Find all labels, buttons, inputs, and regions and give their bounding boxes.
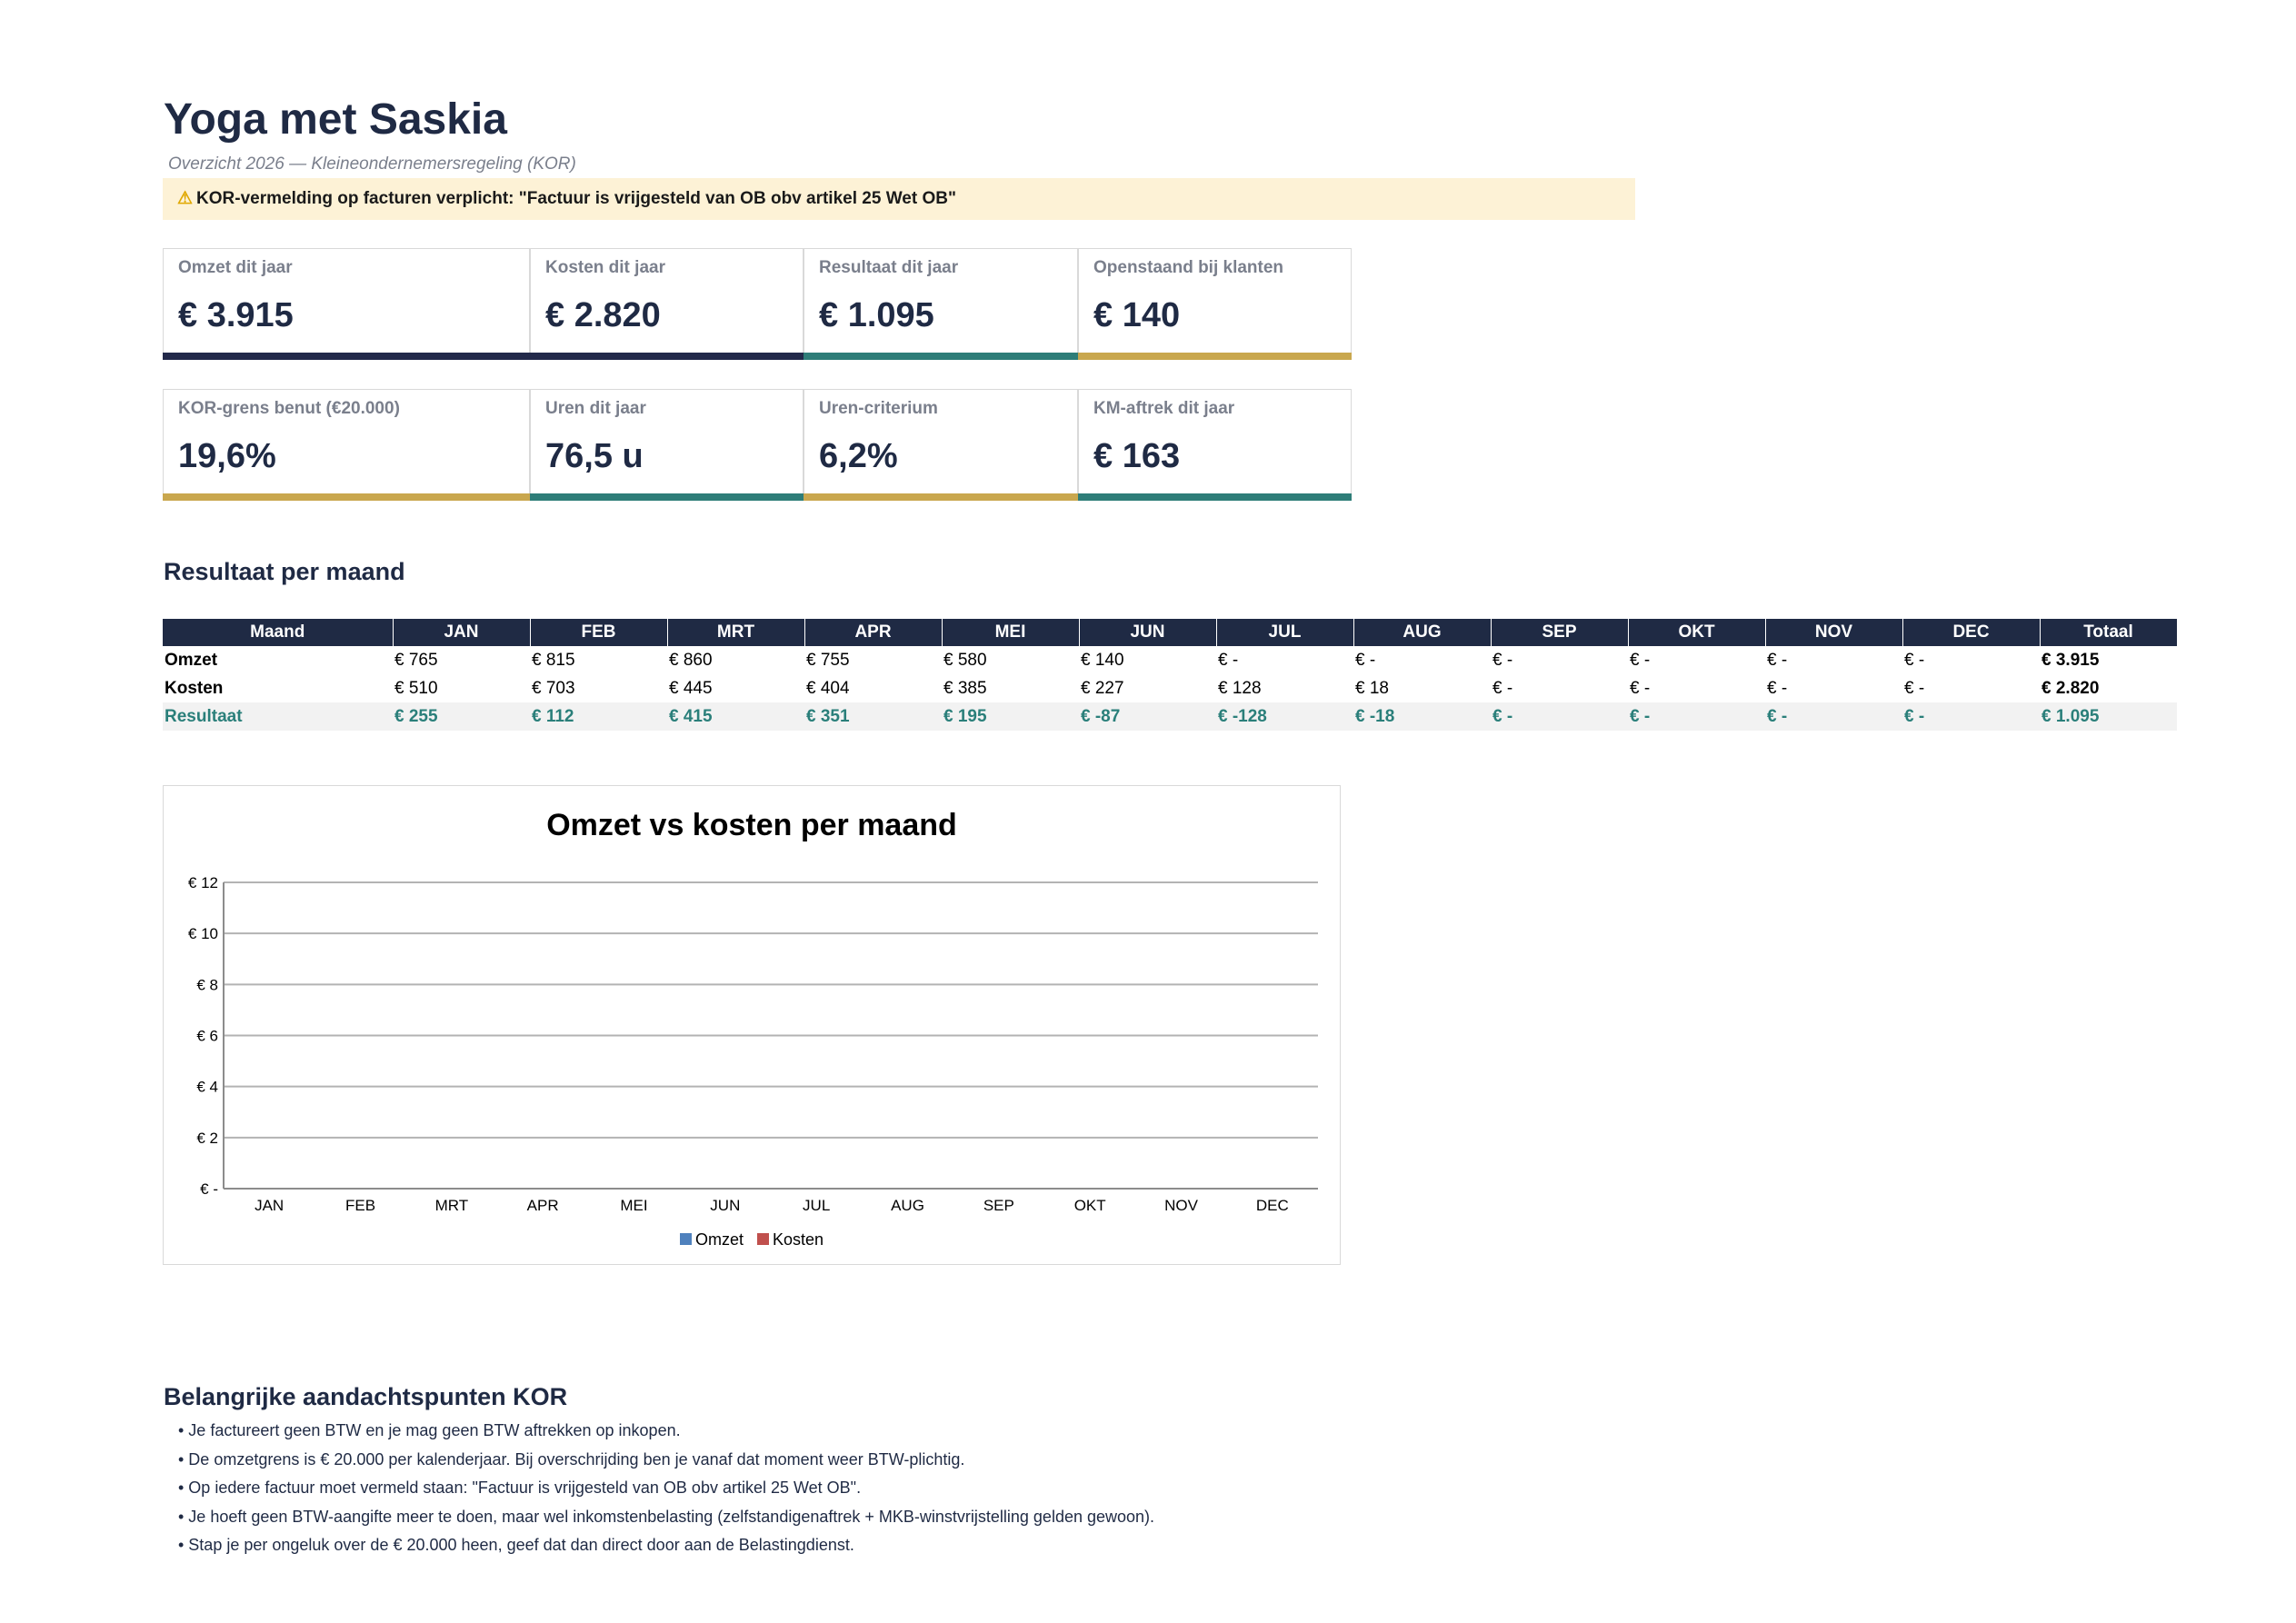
kpi-value: € 140: [1093, 296, 1181, 334]
kpi-card-omzet: [163, 248, 530, 360]
list-item: • De omzetgrens is € 20.000 per kalenderjaar. Bij overschrijding ben je vanaf dat moment weer BTW-plichtig.: [178, 1449, 965, 1469]
table-cell: € 112: [530, 702, 667, 731]
kpi-label: Resultaat dit jaar: [819, 258, 959, 277]
table-row-kosten: [163, 674, 2177, 702]
table-cell: € 195: [942, 702, 1079, 731]
y-tick-label: € 6: [196, 1027, 218, 1045]
section-title-resultaat-per-maand: Resultaat per maand: [164, 558, 405, 585]
table-cell: € 510: [394, 678, 438, 698]
x-tick-label: SEP: [983, 1197, 1014, 1214]
table-cell: € -: [1902, 702, 2040, 731]
table-row-resultaat: [163, 702, 2177, 731]
row-label: Resultaat: [163, 702, 393, 731]
table-cell: € 227: [1081, 678, 1124, 698]
kpi-value: € 3.915: [178, 296, 294, 334]
list-item: • Op iedere factuur moet vermeld staan: "Factuur is vrijgesteld van OB obv artikel 25 Wet OB".: [178, 1479, 862, 1497]
kpi-accent-bar: [1078, 493, 1352, 501]
table-cell: € 815: [532, 650, 575, 670]
kpi-label: Omzet dit jaar: [178, 258, 293, 277]
table-cell: € -: [1765, 702, 1902, 731]
legend-swatch: [757, 1233, 769, 1245]
notes-title: Belangrijke aandachtspunten KOR: [164, 1383, 568, 1410]
kpi-card-uren-criterium: [804, 389, 1078, 501]
table-cell: € -: [1218, 650, 1239, 670]
kpi-label: KOR-grens benut (€20.000): [178, 399, 400, 418]
table-cell: € 351: [804, 702, 942, 731]
kpi-label: KM-aftrek dit jaar: [1093, 399, 1235, 418]
x-tick-label: AUG: [891, 1197, 924, 1214]
table-cell: € -: [1492, 650, 1513, 670]
warning-text: KOR-vermelding op facturen verplicht: "Factuur is vrijgesteld van OB obv artikel 25 Wet OB": [196, 189, 956, 208]
chart-title: Omzet vs kosten per maand: [546, 808, 957, 842]
column-header: Totaal: [2040, 619, 2177, 646]
x-tick-label: NOV: [1164, 1197, 1198, 1214]
kpi-accent-bar: [1078, 353, 1352, 360]
column-header: Maand: [163, 619, 393, 646]
column-header: APR: [804, 619, 942, 646]
table-cell: € -18: [1353, 702, 1491, 731]
table-cell: € -87: [1079, 702, 1216, 731]
kpi-card-uren: [530, 389, 804, 501]
kpi-value: 76,5 u: [545, 437, 644, 475]
omzet-kosten-chart: [164, 786, 1340, 1264]
table-cell: € -: [1767, 678, 1788, 698]
kpi-card-resultaat: [804, 248, 1078, 360]
table-cell: € 128: [1218, 678, 1262, 698]
kpi-label: Uren dit jaar: [545, 399, 646, 418]
legend-label: Omzet: [695, 1230, 744, 1249]
column-header: NOV: [1765, 619, 1902, 646]
table-cell: € -: [1630, 650, 1651, 670]
column-header: JAN: [393, 619, 530, 646]
x-tick-label: JUL: [803, 1197, 831, 1214]
kpi-accent-bar: [530, 353, 804, 360]
table-cell: € 703: [532, 678, 575, 698]
monthly-results-table: [163, 619, 2178, 731]
table-cell: € -: [1630, 678, 1651, 698]
x-tick-label: JAN: [255, 1197, 285, 1214]
kpi-card-openstaand: [1078, 248, 1352, 360]
table-cell: € 385: [943, 678, 987, 698]
table-cell: € -: [1767, 650, 1788, 670]
x-tick-label: APR: [526, 1197, 559, 1214]
y-tick-label: € 4: [196, 1078, 218, 1096]
kpi-value: 19,6%: [178, 437, 276, 475]
list-item: • Je hoeft geen BTW-aangifte meer te doen, maar wel inkomstenbelasting (zelfstandigenaftrek + MKB-winstvrijstelling gelden gewoon).: [178, 1507, 1155, 1526]
table-cell: € 404: [806, 678, 850, 698]
kpi-accent-bar: [163, 493, 530, 501]
table-cell-total: € 3.915: [2041, 650, 2100, 670]
table-cell: € -128: [1216, 702, 1353, 731]
legend-label: Kosten: [773, 1230, 824, 1249]
table-cell: € -: [1355, 650, 1376, 670]
x-tick-label: DEC: [1255, 1197, 1289, 1214]
kpi-value: € 163: [1093, 437, 1181, 475]
kpi-accent-bar: [530, 493, 804, 501]
column-header: SEP: [1491, 619, 1628, 646]
kpi-card-kor-grens: [163, 389, 530, 501]
x-tick-label: FEB: [344, 1197, 376, 1214]
kor-notes: [164, 1383, 1154, 1560]
page-subtitle: Overzicht 2026 — Kleineondernemersregeling (KOR): [168, 154, 576, 174]
y-tick-label: € -: [200, 1180, 218, 1198]
x-tick-label: MEI: [620, 1197, 648, 1214]
table-cell: € -: [1491, 702, 1628, 731]
kpi-label: Uren-criterium: [819, 399, 938, 418]
column-header: FEB: [530, 619, 667, 646]
kpi-card-km-aftrek: [1078, 389, 1352, 501]
y-tick-label: € 10: [187, 925, 218, 943]
kpi-value: € 1.095: [819, 296, 934, 334]
warning-icon: ⚠: [177, 189, 194, 208]
kor-warning-banner: [163, 178, 1635, 220]
chart-container: [163, 785, 1341, 1265]
legend-swatch: [680, 1233, 692, 1245]
column-header: AUG: [1353, 619, 1491, 646]
column-header: MEI: [942, 619, 1079, 646]
table-cell: € 765: [394, 650, 438, 670]
table-cell: € -: [1628, 702, 1765, 731]
list-item: • Stap je per ongeluk over de € 20.000 heen, geef dat dan direct door aan de Belastingdienst.: [178, 1536, 854, 1554]
kpi-accent-bar: [163, 353, 530, 360]
kpi-value: € 2.820: [545, 296, 661, 334]
table-cell: € 415: [667, 702, 804, 731]
kpi-value: 6,2%: [819, 437, 898, 475]
kpi-label: Kosten dit jaar: [545, 258, 665, 277]
table-cell: € 255: [393, 702, 530, 731]
table-row-omzet: [163, 646, 2177, 674]
kpi-accent-bar: [804, 493, 1078, 501]
table-header-row: [163, 619, 2177, 646]
x-tick-label: MRT: [434, 1197, 469, 1214]
table-cell-total: € 2.820: [2041, 678, 2100, 698]
kpi-label: Openstaand bij klanten: [1093, 258, 1284, 277]
column-header: OKT: [1628, 619, 1765, 646]
table-cell: € 755: [806, 650, 850, 670]
column-header: JUL: [1216, 619, 1353, 646]
table-cell: € 140: [1081, 650, 1124, 670]
y-tick-label: € 8: [196, 976, 218, 994]
table-cell-total: € 1.095: [2040, 702, 2177, 731]
kpi-card-kosten: [530, 248, 804, 360]
column-header: MRT: [667, 619, 804, 646]
x-tick-label: JUN: [710, 1197, 741, 1214]
table-cell: € 860: [669, 650, 713, 670]
y-tick-label: € 2: [196, 1129, 218, 1147]
row-label: Omzet: [165, 650, 218, 670]
column-header: JUN: [1079, 619, 1216, 646]
table-cell: € -: [1904, 678, 1925, 698]
table-cell: € 18: [1355, 678, 1389, 698]
y-tick-label: € 12: [187, 874, 218, 891]
page-title: Yoga met Saskia: [164, 95, 507, 144]
table-cell: € 580: [943, 650, 987, 670]
x-tick-label: OKT: [1073, 1197, 1106, 1214]
kpi-accent-bar: [804, 353, 1078, 360]
table-cell: € -: [1904, 650, 1925, 670]
row-label: Kosten: [165, 678, 224, 698]
table-cell: € 445: [669, 678, 713, 698]
column-header: DEC: [1902, 619, 2040, 646]
list-item: • Je factureert geen BTW en je mag geen BTW aftrekken op inkopen.: [178, 1421, 681, 1439]
table-cell: € -: [1492, 678, 1513, 698]
